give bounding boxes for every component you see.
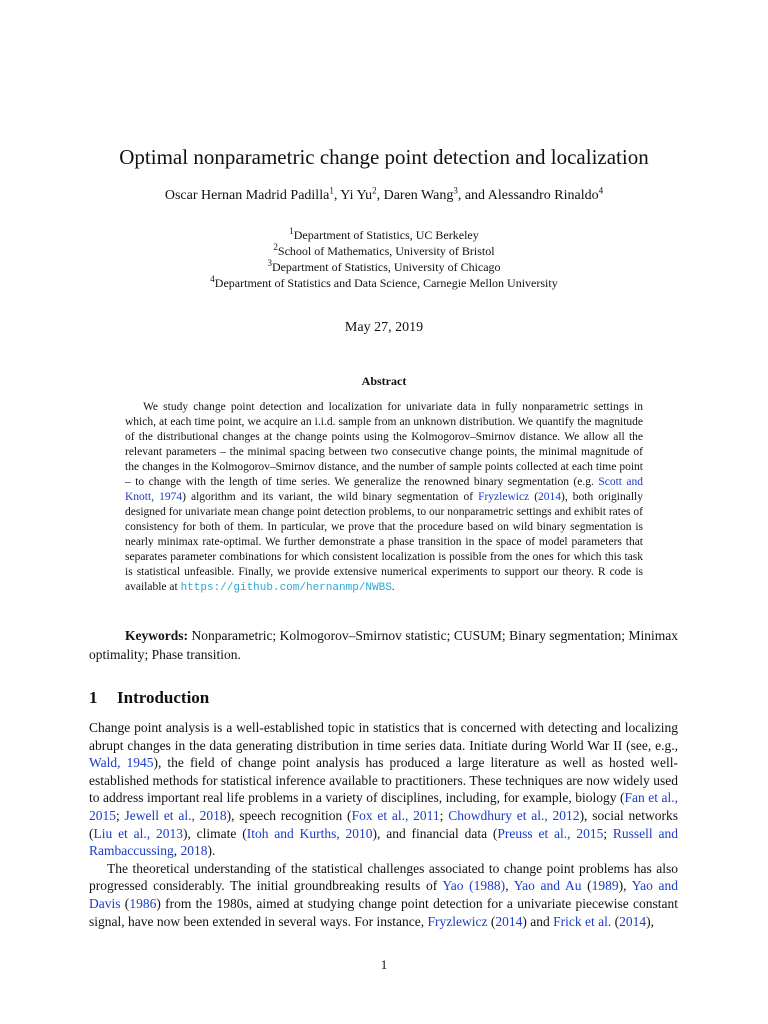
section-title: Introduction [117,688,210,707]
text-segment: ( [611,913,620,929]
citation-link[interactable]: 1989 [591,878,619,894]
text-segment: ) and [522,913,554,929]
abstract-segment: ) algorithm and its variant, the wild binary segmentation of [182,491,479,503]
citation-link[interactable]: Yao and Davis [89,878,678,911]
text-segment: ( [487,913,496,929]
citation-link[interactable]: Wald, 1945 [89,755,154,771]
citation-link[interactable]: Scott and Knott, 1974 [125,476,644,503]
text-segment: ; [603,825,613,841]
citation-link[interactable]: 2014 [495,913,523,929]
text-segment: ), climate ( [182,825,247,841]
text-segment: ; [439,807,449,823]
citation-link[interactable]: Liu et al., 2013 [93,825,183,841]
citation-link[interactable]: Fan et al., 2015 [89,790,678,823]
section-heading [89,686,209,710]
abstract-text [125,400,643,596]
paper-title: Optimal nonparametric change point detection and localization [119,145,649,169]
citation-link[interactable]: 2014 [538,491,562,503]
affiliation-text: School of Mathematics, University of Bristol [277,244,495,258]
text-segment: ), social networks ( [89,807,678,841]
author-list [0,186,768,206]
affiliation [0,259,768,275]
affiliation-list [0,227,768,291]
paragraph [89,860,678,930]
author-affil-mark: 3 [453,185,458,196]
affiliation [0,275,768,291]
affiliation-text: Department of Statistics and Data Science, Carnegie Mellon University [214,276,558,290]
code-url-link[interactable]: https://github.com/hernanmp/NWBS [180,582,392,594]
text-segment: ), the field of change point analysis has produced a large literature as well as hosted well-established methods for statistical inference available to practitioners. These techniques are now widely used to address important real life problems in a variety of disciplines, including, for example, biology ( [89,755,678,806]
abstract-segment: We study change point detection and localization for univariate data in fully nonparametric settings in which, at each time point, we acquire an i.i.d. sample from an unknown distribution. We quantify the magnitude of the distributional changes at the change points using the Kolmogorov–Smirnov distance. We allow all the relevant parameters – the minimal spacing between two consecutive change points, the minimal magnitude of the changes in the Kolmogorov–Smirnov distance, and the number of sample points collected at each time point – to change with the length of time series. We generalize the renowned binary segmentation (e.g. [125,401,643,488]
author-name: Daren Wang [383,188,454,203]
section-body [89,719,678,930]
citation-link[interactable]: Preuss et al., 2015 [497,825,604,841]
citation-link[interactable]: Yao (1988) [442,878,506,894]
author-name: Oscar Hernan Madrid Padilla [164,188,330,203]
paper-date: May 27, 2019 [344,320,424,335]
paragraph [89,719,678,860]
citation-link[interactable]: 2014 [619,913,647,929]
author-affil-mark: 1 [329,185,334,196]
citation-link[interactable]: 2018 [180,843,208,859]
author-name: Alessandro Rinaldo [487,188,599,203]
text-segment: Change point analysis is a well-established topic in statistics that is concerned with detecting and localizing abrupt changes in the data generating distribution in time series data. Initiate during World War II (see, e.g., [89,720,678,753]
affiliation-text: Department of Statistics, UC Berkeley [293,228,479,242]
abstract-segment: . [391,581,395,593]
text-segment: , [173,843,181,859]
citation-link[interactable]: Fryzlewicz [427,913,488,929]
text-segment: ; [116,807,125,823]
text-segment: ), speech recognition ( [226,807,352,823]
affiliation [0,243,768,259]
citation-link[interactable]: Yao and Au [513,878,582,894]
affiliation-text: Department of Statistics, University of Chicago [271,260,501,274]
citation-link[interactable]: 1986 [129,895,157,911]
text-segment: The theoretical understanding of the statistical challenges associated to change point problems has also progressed considerably. The initial groundbreaking results of [89,860,678,894]
citation-link[interactable]: Fox et al., 2011 [351,807,440,823]
abstract-segment: ( [529,491,539,503]
page-number: 1 [380,957,388,972]
text-segment: ) from the 1980s, aimed at studying change point detection for a univariate piecewise constant signal, have now been extended in several ways. For instance, [89,895,679,929]
affiliation-mark: 1 [289,226,294,236]
abstract-heading: Abstract [361,374,407,388]
affiliation [0,227,768,243]
citation-link[interactable]: Itoh and Kurths, 2010 [246,825,373,841]
affiliation-mark: 4 [210,274,215,284]
citation-link[interactable]: Frick et al. [553,913,612,929]
text-segment: ), [618,878,632,894]
citation-link[interactable]: Russell and Rambaccussing [89,825,678,859]
text-segment: ), [646,913,654,929]
author-affil-mark: 2 [372,185,377,196]
abstract-segment: ), both originally designed for univariate mean change point detection problems, to our nonparametric settings and exhibit rates of consistency for both of them. In particular, we prove that the procedure based on wild binary segmentation is nearly minimax rate-optimal. We further demonstrate a phase transition in the space of model parameters that separates parameter combinations for which consistent localization is possible from the ones for which this task is statistical unfeasible. Finally, we provide extensive numerical experiments to support our theory. R code is available at [125,491,643,593]
text-segment: ( [120,895,130,911]
text-segment: , [505,878,514,894]
citation-link[interactable]: Jewell et al., 2018 [124,807,227,823]
author-affil-mark: 4 [598,185,604,196]
citation-link[interactable]: Chowdhury et al., 2012 [448,807,580,823]
citation-link[interactable]: Fryzlewicz [478,491,530,503]
keywords-text: Nonparametric; Kolmogorov–Smirnov statistic; CUSUM; Binary segmentation; Minimax optimality; Phase transition. [89,628,678,662]
author-separator: , [376,188,384,203]
text-segment: ). [207,843,216,859]
keywords [89,626,678,664]
affiliation-mark: 2 [273,242,278,252]
text-segment: ( [581,878,592,894]
author-separator: , [333,188,341,203]
affiliation-mark: 3 [267,258,272,268]
author-separator: , and [457,188,488,203]
author-name: Yi Yu [340,188,373,203]
section-number: 1 [89,688,98,707]
keywords-label: Keywords: [125,628,188,643]
text-segment: ), and financial data ( [372,825,498,841]
